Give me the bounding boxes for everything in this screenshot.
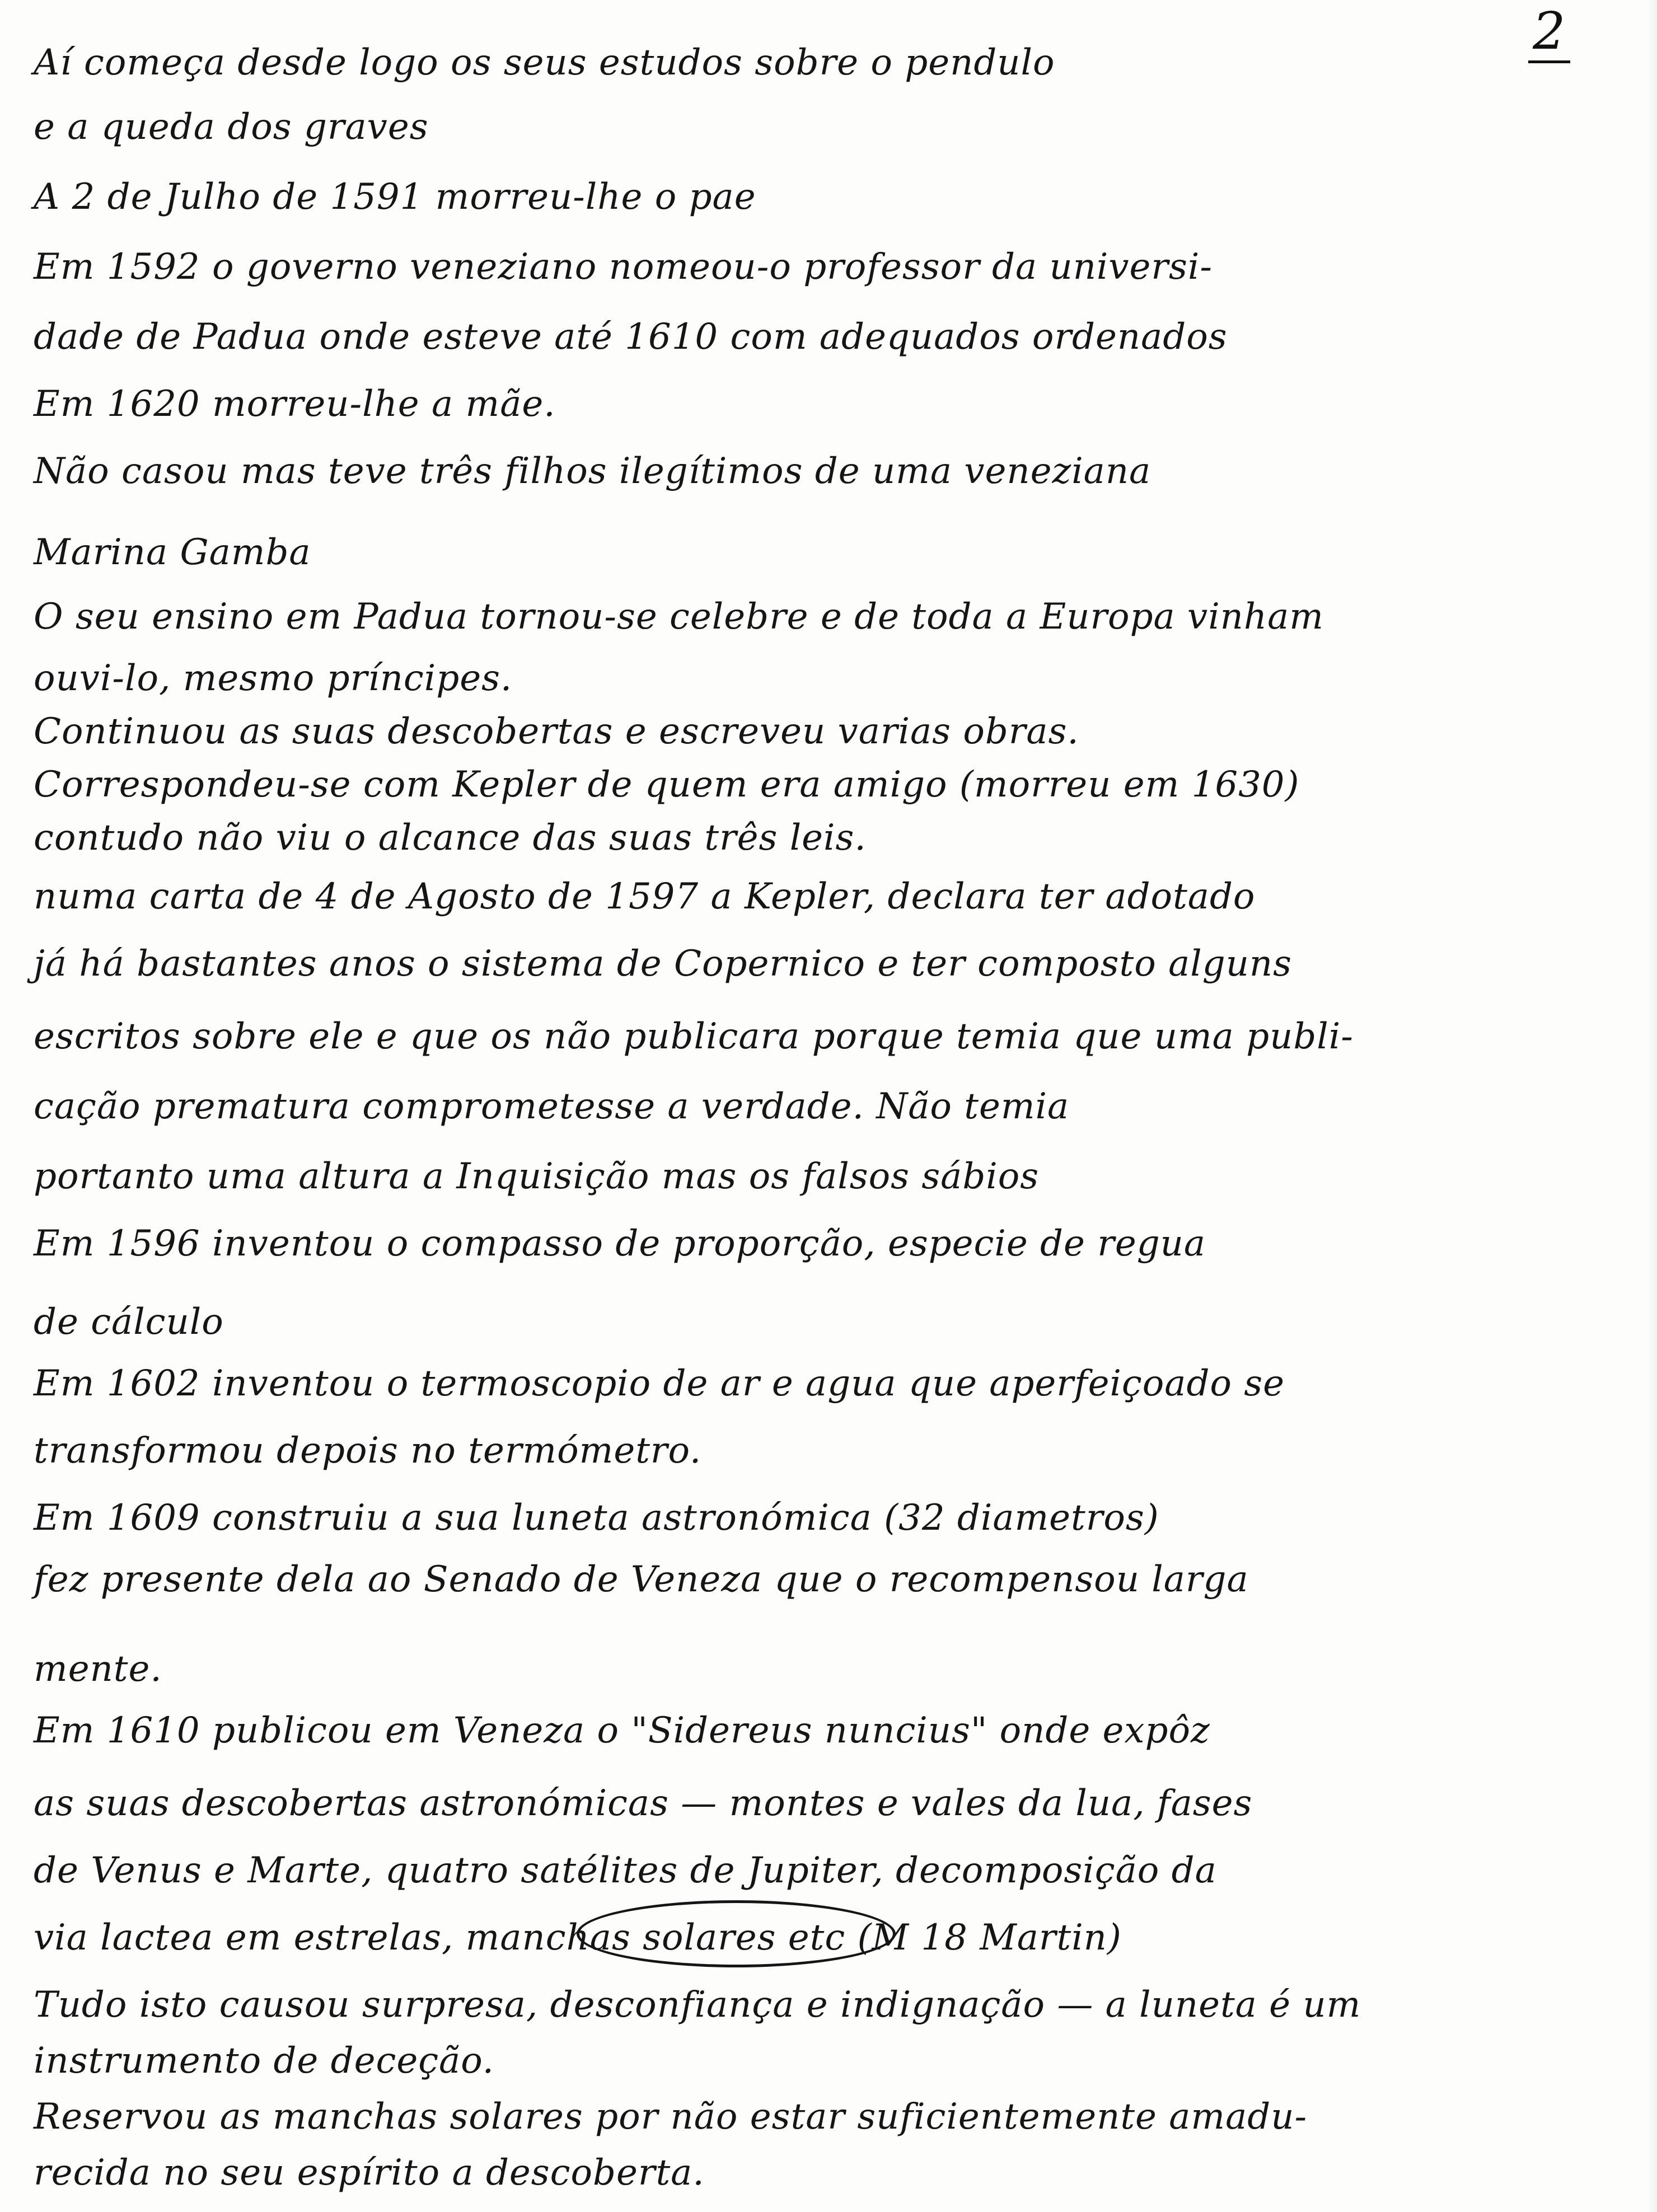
manuscript-line: cação prematura comprometesse a verdade. Não temia xyxy=(34,1086,1070,1127)
manuscript-line: portanto uma altura a Inquisição mas os falsos sábios xyxy=(34,1156,1040,1197)
manuscript-line: escritos sobre ele e que os não publicara porque temia que uma publi- xyxy=(34,1016,1354,1057)
manuscript-line: já há bastantes anos o sistema de Copernico e ter composto alguns xyxy=(34,943,1292,985)
manuscript-line: contudo não viu o alcance das suas três leis. xyxy=(34,817,867,859)
manuscript-line: via lactea em estrelas, manchas solares etc (M 18 Martin) xyxy=(34,1917,1122,1958)
manuscript-line: Correspondeu-se com Kepler de quem era amigo (morreu em 1630) xyxy=(34,764,1300,805)
manuscript-line: Em 1620 morreu-lhe a mãe. xyxy=(34,383,556,425)
manuscript-line: Em 1610 publicou em Veneza o "Sidereus nuncius" onde expôz xyxy=(34,1710,1210,1751)
manuscript-line: de Venus e Marte, quatro satélites de Jupiter, decomposição da xyxy=(34,1850,1217,1891)
manuscript-line: mente. xyxy=(34,1648,162,1690)
manuscript-line: O seu ensino em Padua tornou-se celebre e de toda a Europa vinham xyxy=(34,596,1324,638)
manuscript-line: numa carta de 4 de Agosto de 1597 a Kepler, declara ter adotado xyxy=(34,876,1256,917)
manuscript-line: de cálculo xyxy=(34,1301,224,1343)
manuscript-line: e a queda dos graves xyxy=(34,106,429,148)
scan-edge-shadow xyxy=(1647,0,1657,2212)
manuscript-line: Em 1609 construiu a sua luneta astronómica (32 diametros) xyxy=(34,1497,1159,1539)
manuscript-line: fez presente dela ao Senado de Veneza que o recompensou larga xyxy=(34,1559,1249,1600)
manuscript-line: instrumento de deceção. xyxy=(34,2040,494,2082)
manuscript-line: Marina Gamba xyxy=(34,532,311,573)
manuscript-line: Em 1592 o governo veneziano nomeou-o professor da universi- xyxy=(34,246,1213,288)
manuscript-line: dade de Padua onde esteve até 1610 com adequados ordenados xyxy=(34,316,1228,358)
manuscript-line: Reservou as manchas solares por não estar suficientemente amadu- xyxy=(34,2096,1308,2138)
manuscript-line: transformou depois no termómetro. xyxy=(34,1430,702,1471)
page-number: 2 xyxy=(1528,6,1570,63)
circled-words-oval xyxy=(577,1900,896,1967)
manuscript-line: recida no seu espírito a descoberta. xyxy=(34,2152,705,2194)
manuscript-line: Continuou as suas descobertas e escreveu varias obras. xyxy=(34,711,1079,752)
manuscript-line: Em 1602 inventou o termoscopio de ar e agua que aperfeiçoado se xyxy=(34,1363,1285,1404)
manuscript-line: as suas descobertas astronómicas — montes e vales da lua, fases xyxy=(34,1783,1253,1824)
manuscript-line: Aí começa desde logo os seus estudos sobre o pendulo xyxy=(34,42,1055,83)
manuscript-line: ouvi-lo, mesmo príncipes. xyxy=(34,658,513,699)
manuscript-line: Em 1596 inventou o compasso de proporção, especie de regua xyxy=(34,1223,1206,1264)
manuscript-line: Não casou mas teve três filhos ilegítimos de uma veneziana xyxy=(34,451,1152,492)
manuscript-line: A 2 de Julho de 1591 morreu-lhe o pae xyxy=(34,176,756,218)
manuscript-line: Tudo isto causou surpresa, desconfiança e indignação — a luneta é um xyxy=(34,1984,1361,2026)
